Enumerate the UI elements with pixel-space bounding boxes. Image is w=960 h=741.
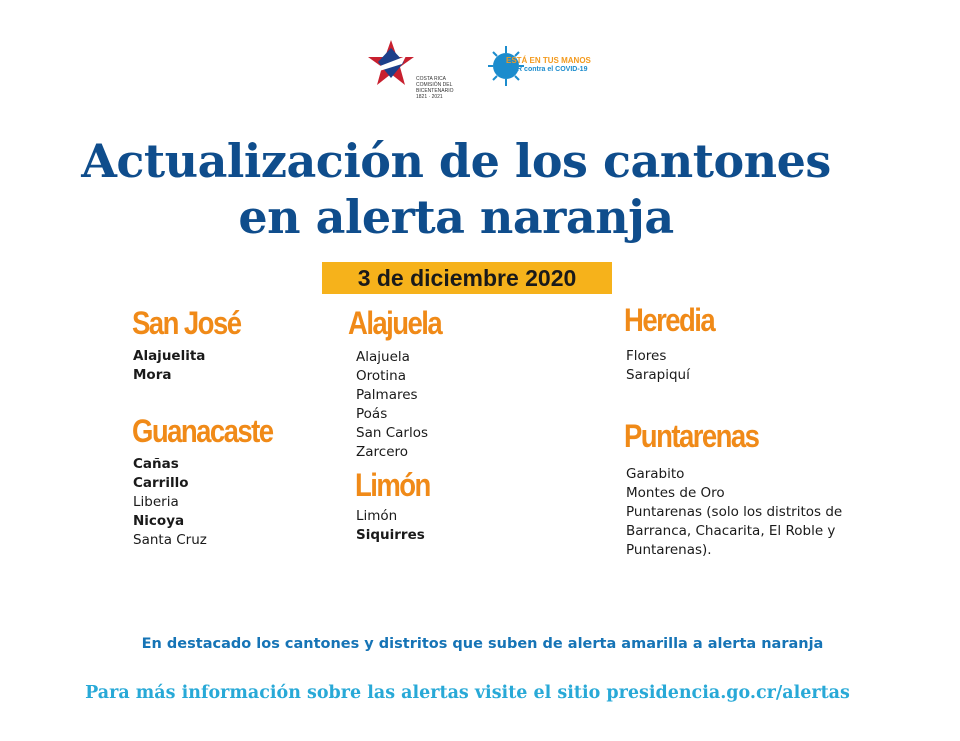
covid-logo-line1: ESTÁ EN TUS MANOS [506,56,591,65]
costa-rica-logo-text: COSTA RICA COMISIÓN DEL BICENTENARIO 1821 · 2021 [416,76,454,100]
province-heading-alajuela: Alajuela [348,305,442,341]
canton-list-guanacaste [133,455,207,550]
canton-list-puntarenas [626,465,866,560]
canton-item: Siquirres [356,527,425,543]
canton-item: San Carlos [356,425,428,441]
canton-item: Flores [626,348,667,364]
canton-item: Liberia [133,494,179,510]
canton-item: Limón [356,508,398,524]
canton-item: Palmares [356,387,418,403]
canton-item: Poás [356,406,388,422]
canton-item: Alajuelita [133,348,206,364]
star-icon [366,38,416,88]
province-heading-limon: Limón [355,467,430,503]
canton-list-heredia [626,347,690,385]
canton-item: Alajuela [356,349,410,365]
header-logos [366,38,606,98]
more-info-text: Para más información sobre las alertas visite el sitio presidencia.go.cr/alertas [85,683,850,703]
canton-item: Zarcero [356,444,409,460]
covid-logo-line2: CR contra el COVID-19 [512,66,588,73]
canton-list-limon [356,507,425,545]
canton-item: Cañas [133,456,179,472]
province-heading-san-jose: San José [132,305,241,341]
canton-item: Carrillo [133,475,189,491]
canton-item: Mora [133,367,172,383]
canton-list-san-jose [133,347,205,385]
canton-item: Nicoya [133,513,185,529]
province-heading-guanacaste: Guanacaste [132,413,273,449]
canton-item: Montes de Oro [626,485,725,501]
highlight-note: En destacado los cantones y distritos que suben de alerta amarilla a alerta naranja [141,636,824,652]
canton-item: Santa Cruz [133,532,207,548]
canton-list-alajuela [356,348,428,462]
costa-rica-bicentennial-logo [366,38,476,100]
title-line-1: Actualización de los cantones [81,134,831,188]
canton-item: Puntarenas (solo los distritos de Barranca, Chacarita, El Roble y Puntarenas). [626,504,843,558]
canton-item: Orotina [356,368,407,384]
covid-campaign-logo [488,44,608,94]
canton-item: Garabito [626,466,685,482]
canton-item: Sarapiquí [626,367,690,383]
province-heading-puntarenas: Puntarenas [624,418,759,454]
page-title [0,133,912,245]
date-badge: 3 de diciembre 2020 [322,262,612,294]
province-heading-heredia: Heredia [624,302,715,338]
title-line-2: en alerta naranja [238,190,674,244]
